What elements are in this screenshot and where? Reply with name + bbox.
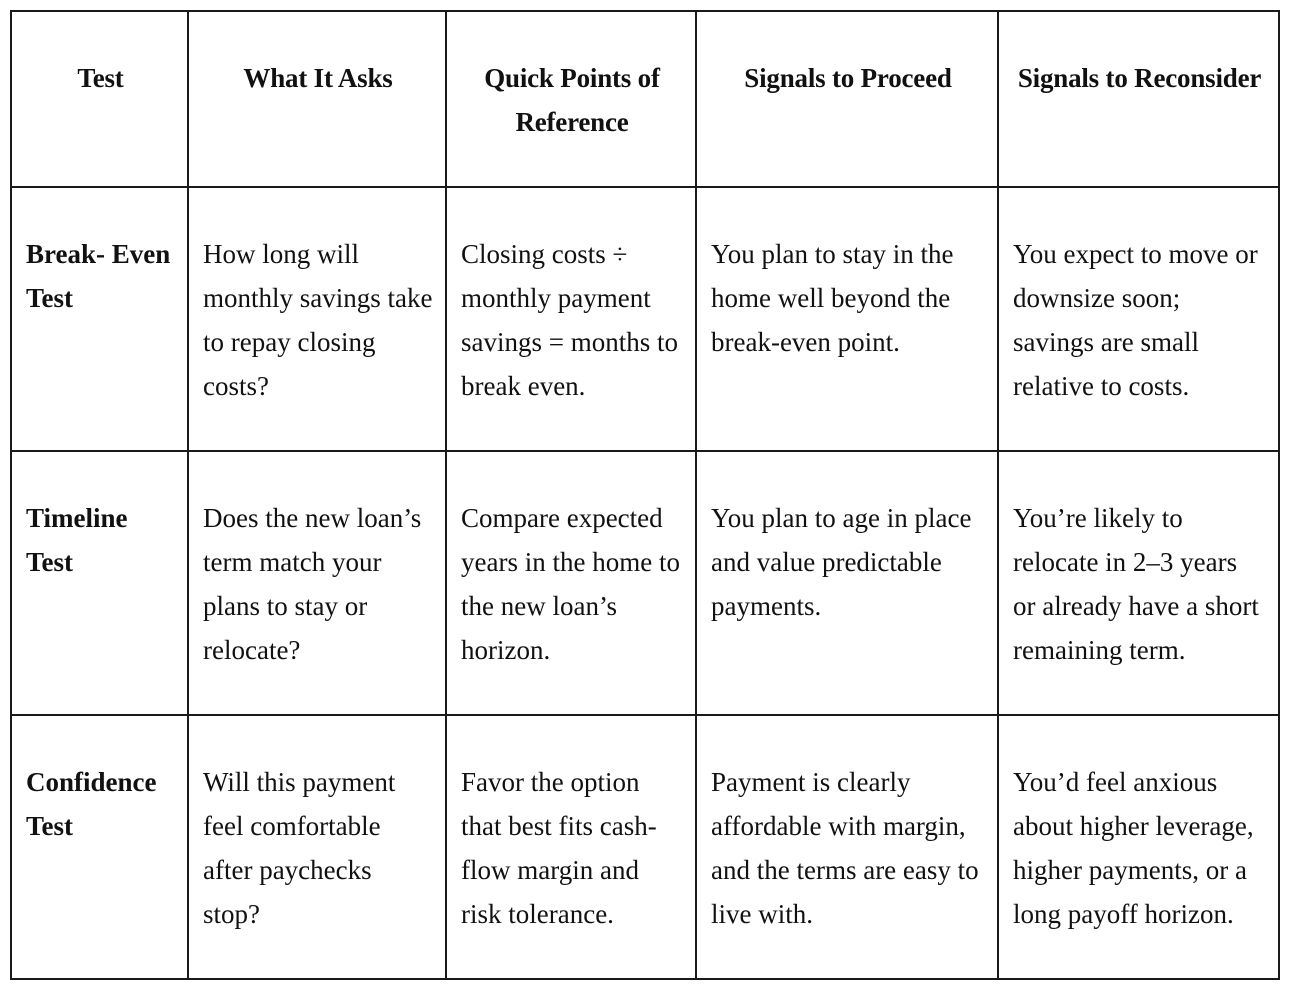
header-what-it-asks: What It Asks: [188, 11, 446, 187]
header-signals-reconsider: Signals to Reconsider: [998, 11, 1279, 187]
refinance-tests-table: [10, 10, 1280, 980]
row-quick-points: Closing costs ÷ monthly payment savings = months to break even.: [446, 187, 696, 451]
header-signals-proceed: Signals to Proceed: [696, 11, 998, 187]
row-signals-proceed: You plan to stay in the home well beyond the break-even point.: [696, 187, 998, 451]
row-test-name: Timeline Test: [11, 451, 188, 715]
row-test-name: Confidence Test: [11, 715, 188, 979]
header-quick-points: Quick Points of Reference: [446, 11, 696, 187]
table-row: [11, 451, 1279, 715]
row-what-it-asks: Does the new loan’s term match your plans to stay or relocate?: [188, 451, 446, 715]
table-row: [11, 187, 1279, 451]
row-what-it-asks: How long will monthly savings take to repay closing costs?: [188, 187, 446, 451]
row-signals-reconsider: You’re likely to relocate in 2–3 years or already have a short remaining term.: [998, 451, 1279, 715]
row-test-name: Break- Even Test: [11, 187, 188, 451]
header-test: Test: [11, 11, 188, 187]
row-quick-points: Compare expected years in the home to the new loan’s horizon.: [446, 451, 696, 715]
refinance-tests-table-wrapper: [10, 10, 1278, 980]
header-row: [11, 11, 1279, 187]
row-signals-reconsider: You expect to move or downsize soon; savings are small relative to costs.: [998, 187, 1279, 451]
row-signals-proceed: Payment is clearly affordable with margin, and the terms are easy to live with.: [696, 715, 998, 979]
row-signals-proceed: You plan to age in place and value predictable payments.: [696, 451, 998, 715]
table-row: [11, 715, 1279, 979]
row-signals-reconsider: You’d feel anxious about higher leverage, higher payments, or a long payoff horizon.: [998, 715, 1279, 979]
row-what-it-asks: Will this payment feel comfortable after paychecks stop?: [188, 715, 446, 979]
row-quick-points: Favor the option that best fits cash-flow margin and risk tolerance.: [446, 715, 696, 979]
